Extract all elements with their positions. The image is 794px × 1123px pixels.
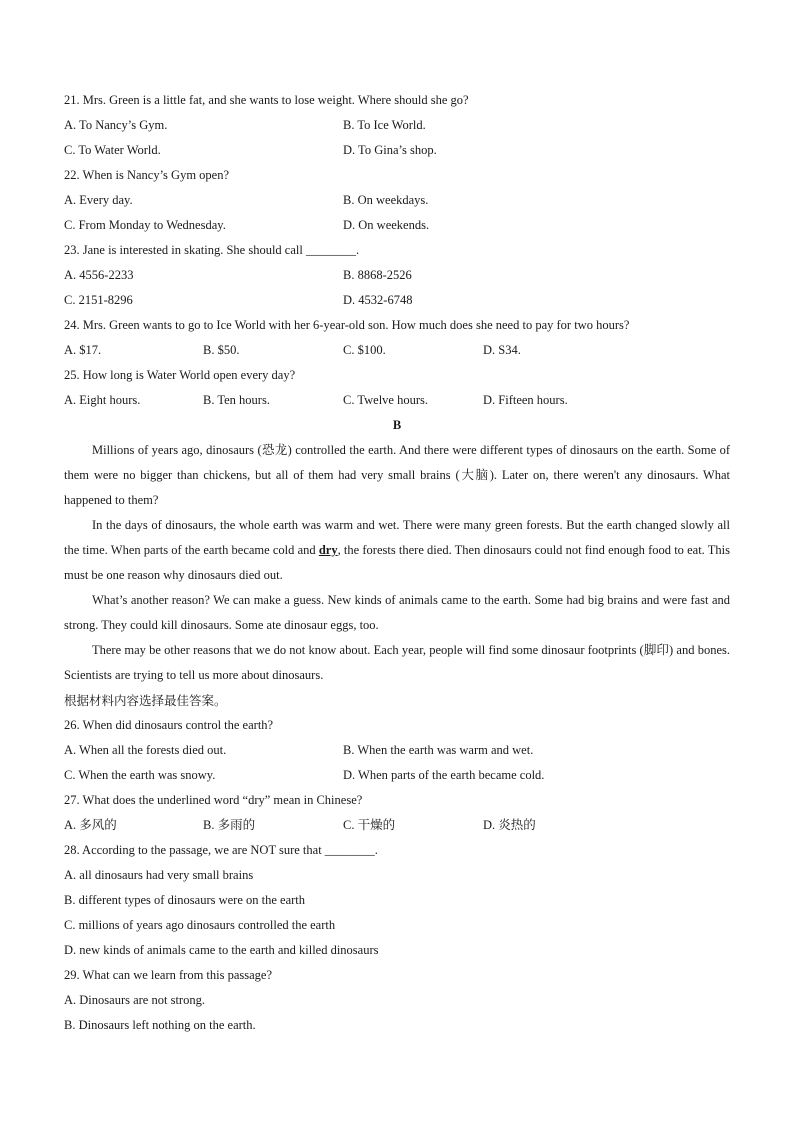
question-27-stem: 27. What does the underlined word “dry” mean in Chinese? (64, 793, 363, 807)
q21-option-c: C. To Water World. (64, 143, 161, 157)
question-24-stem: 24. Mrs. Green wants to go to Ice World with her 6-year-old son. How much does she need to pay for two hours? (64, 318, 630, 332)
q22-option-d: D. On weekends. (343, 218, 430, 232)
q28-option-d: D. new kinds of animals came to the earth and killed dinosaurs (64, 943, 379, 957)
q28-option-c: C. millions of years ago dinosaurs controlled the earth (64, 918, 336, 932)
section-b-heading: B (392, 418, 402, 432)
q21-option-a: A. To Nancy’s Gym. (64, 118, 168, 132)
question-24-options (64, 338, 730, 363)
question-23-stem: 23. Jane is interested in skating. She should call ________. (64, 243, 360, 257)
q26-option-d: D. When parts of the earth became cold. (343, 768, 545, 782)
question-27-options (64, 813, 730, 838)
question-22-options-row-2 (64, 213, 730, 238)
question-29-stem: 29. What can we learn from this passage? (64, 968, 273, 982)
q21-option-d: D. To Gina’s shop. (343, 143, 437, 157)
passage-paragraph-3: What’s another reason? We can make a guess. New kinds of animals came to the earth. Some had big brains and were fast and strong. They could kill dinosaurs. Some ate dinosaur eggs, too. (64, 593, 730, 632)
q25-option-c: C. Twelve hours. (343, 393, 428, 407)
q25-option-d: D. Fifteen hours. (483, 393, 568, 407)
question-21-options-row-1 (64, 113, 730, 138)
question-22-stem: 22. When is Nancy’s Gym open? (64, 168, 230, 182)
q24-option-a: A. $17. (64, 343, 102, 357)
question-25-stem: 25. How long is Water World open every day? (64, 368, 296, 382)
q26-option-c: C. When the earth was snowy. (64, 768, 216, 782)
question-22-options-row-1 (64, 188, 730, 213)
question-23-options-row-2 (64, 288, 730, 313)
passage-paragraph-2 (64, 513, 730, 588)
q27-option-c: C. 干燥的 (343, 818, 396, 832)
question-26-options-row-1 (64, 738, 730, 763)
paragraph-2-text-before: In the days of dinosaurs, the whole earth was warm and wet. There were many green forests. But the earth changed slowly all the time. When parts of the earth became cold and (64, 518, 730, 557)
q21-option-b: B. To Ice World. (343, 118, 426, 132)
question-21-stem: 21. Mrs. Green is a little fat, and she wants to lose weight. Where should she go? (64, 93, 469, 107)
q28-option-a: A. all dinosaurs had very small brains (64, 868, 254, 882)
q24-option-b: B. $50. (203, 343, 240, 357)
exam-page (64, 88, 730, 1038)
q25-option-b: B. Ten hours. (203, 393, 270, 407)
q27-option-d: D. 炎热的 (483, 818, 536, 832)
underlined-word-dry: dry (318, 543, 338, 557)
q23-option-c: C. 2151-8296 (64, 293, 133, 307)
q23-option-a: A. 4556-2233 (64, 268, 134, 282)
question-25-options (64, 388, 730, 413)
q29-option-a: A. Dinosaurs are not strong. (64, 993, 205, 1007)
q23-option-d: D. 4532-6748 (343, 293, 413, 307)
q28-option-b: B. different types of dinosaurs were on the earth (64, 893, 306, 907)
passage-paragraph-1: Millions of years ago, dinosaurs (恐龙) controlled the earth. And there were different types of dinosaurs on the earth. Some of them were no bigger than chickens, but all of them had very small brains (大脑). Later on, there weren't any dinosaurs. What happened to them? (64, 443, 730, 507)
q25-option-a: A. Eight hours. (64, 393, 141, 407)
question-21-options-row-2 (64, 138, 730, 163)
q23-option-b: B. 8868-2526 (343, 268, 412, 282)
passage-paragraph-4: There may be other reasons that we do not know about. Each year, people will find some dinosaur footprints (脚印) and bones. Scientists are trying to tell us more about dinosaurs. (64, 643, 730, 682)
q24-option-c: C. $100. (343, 343, 386, 357)
q22-option-c: C. From Monday to Wednesday. (64, 218, 226, 232)
q29-option-b: B. Dinosaurs left nothing on the earth. (64, 1018, 256, 1032)
question-26-options-row-2 (64, 763, 730, 788)
q24-option-d: D. S34. (483, 343, 521, 357)
q26-option-b: B. When the earth was warm and wet. (343, 743, 534, 757)
question-28-stem: 28. According to the passage, we are NOT sure that ________. (64, 843, 378, 857)
q22-option-b: B. On weekdays. (343, 193, 429, 207)
q26-option-a: A. When all the forests died out. (64, 743, 227, 757)
question-26-stem: 26. When did dinosaurs control the earth? (64, 718, 274, 732)
instruction-text: 根据材料内容选择最佳答案。 (64, 693, 227, 708)
question-23-options-row-1 (64, 263, 730, 288)
paragraph-2-text-after: , the forests there died. Then dinosaurs could not find enough food to eat. This must be one reason why dinosaurs died out. (64, 543, 730, 582)
q22-option-a: A. Every day. (64, 193, 133, 207)
q27-option-a: A. 多风的 (64, 818, 117, 832)
q27-option-b: B. 多雨的 (203, 818, 256, 832)
